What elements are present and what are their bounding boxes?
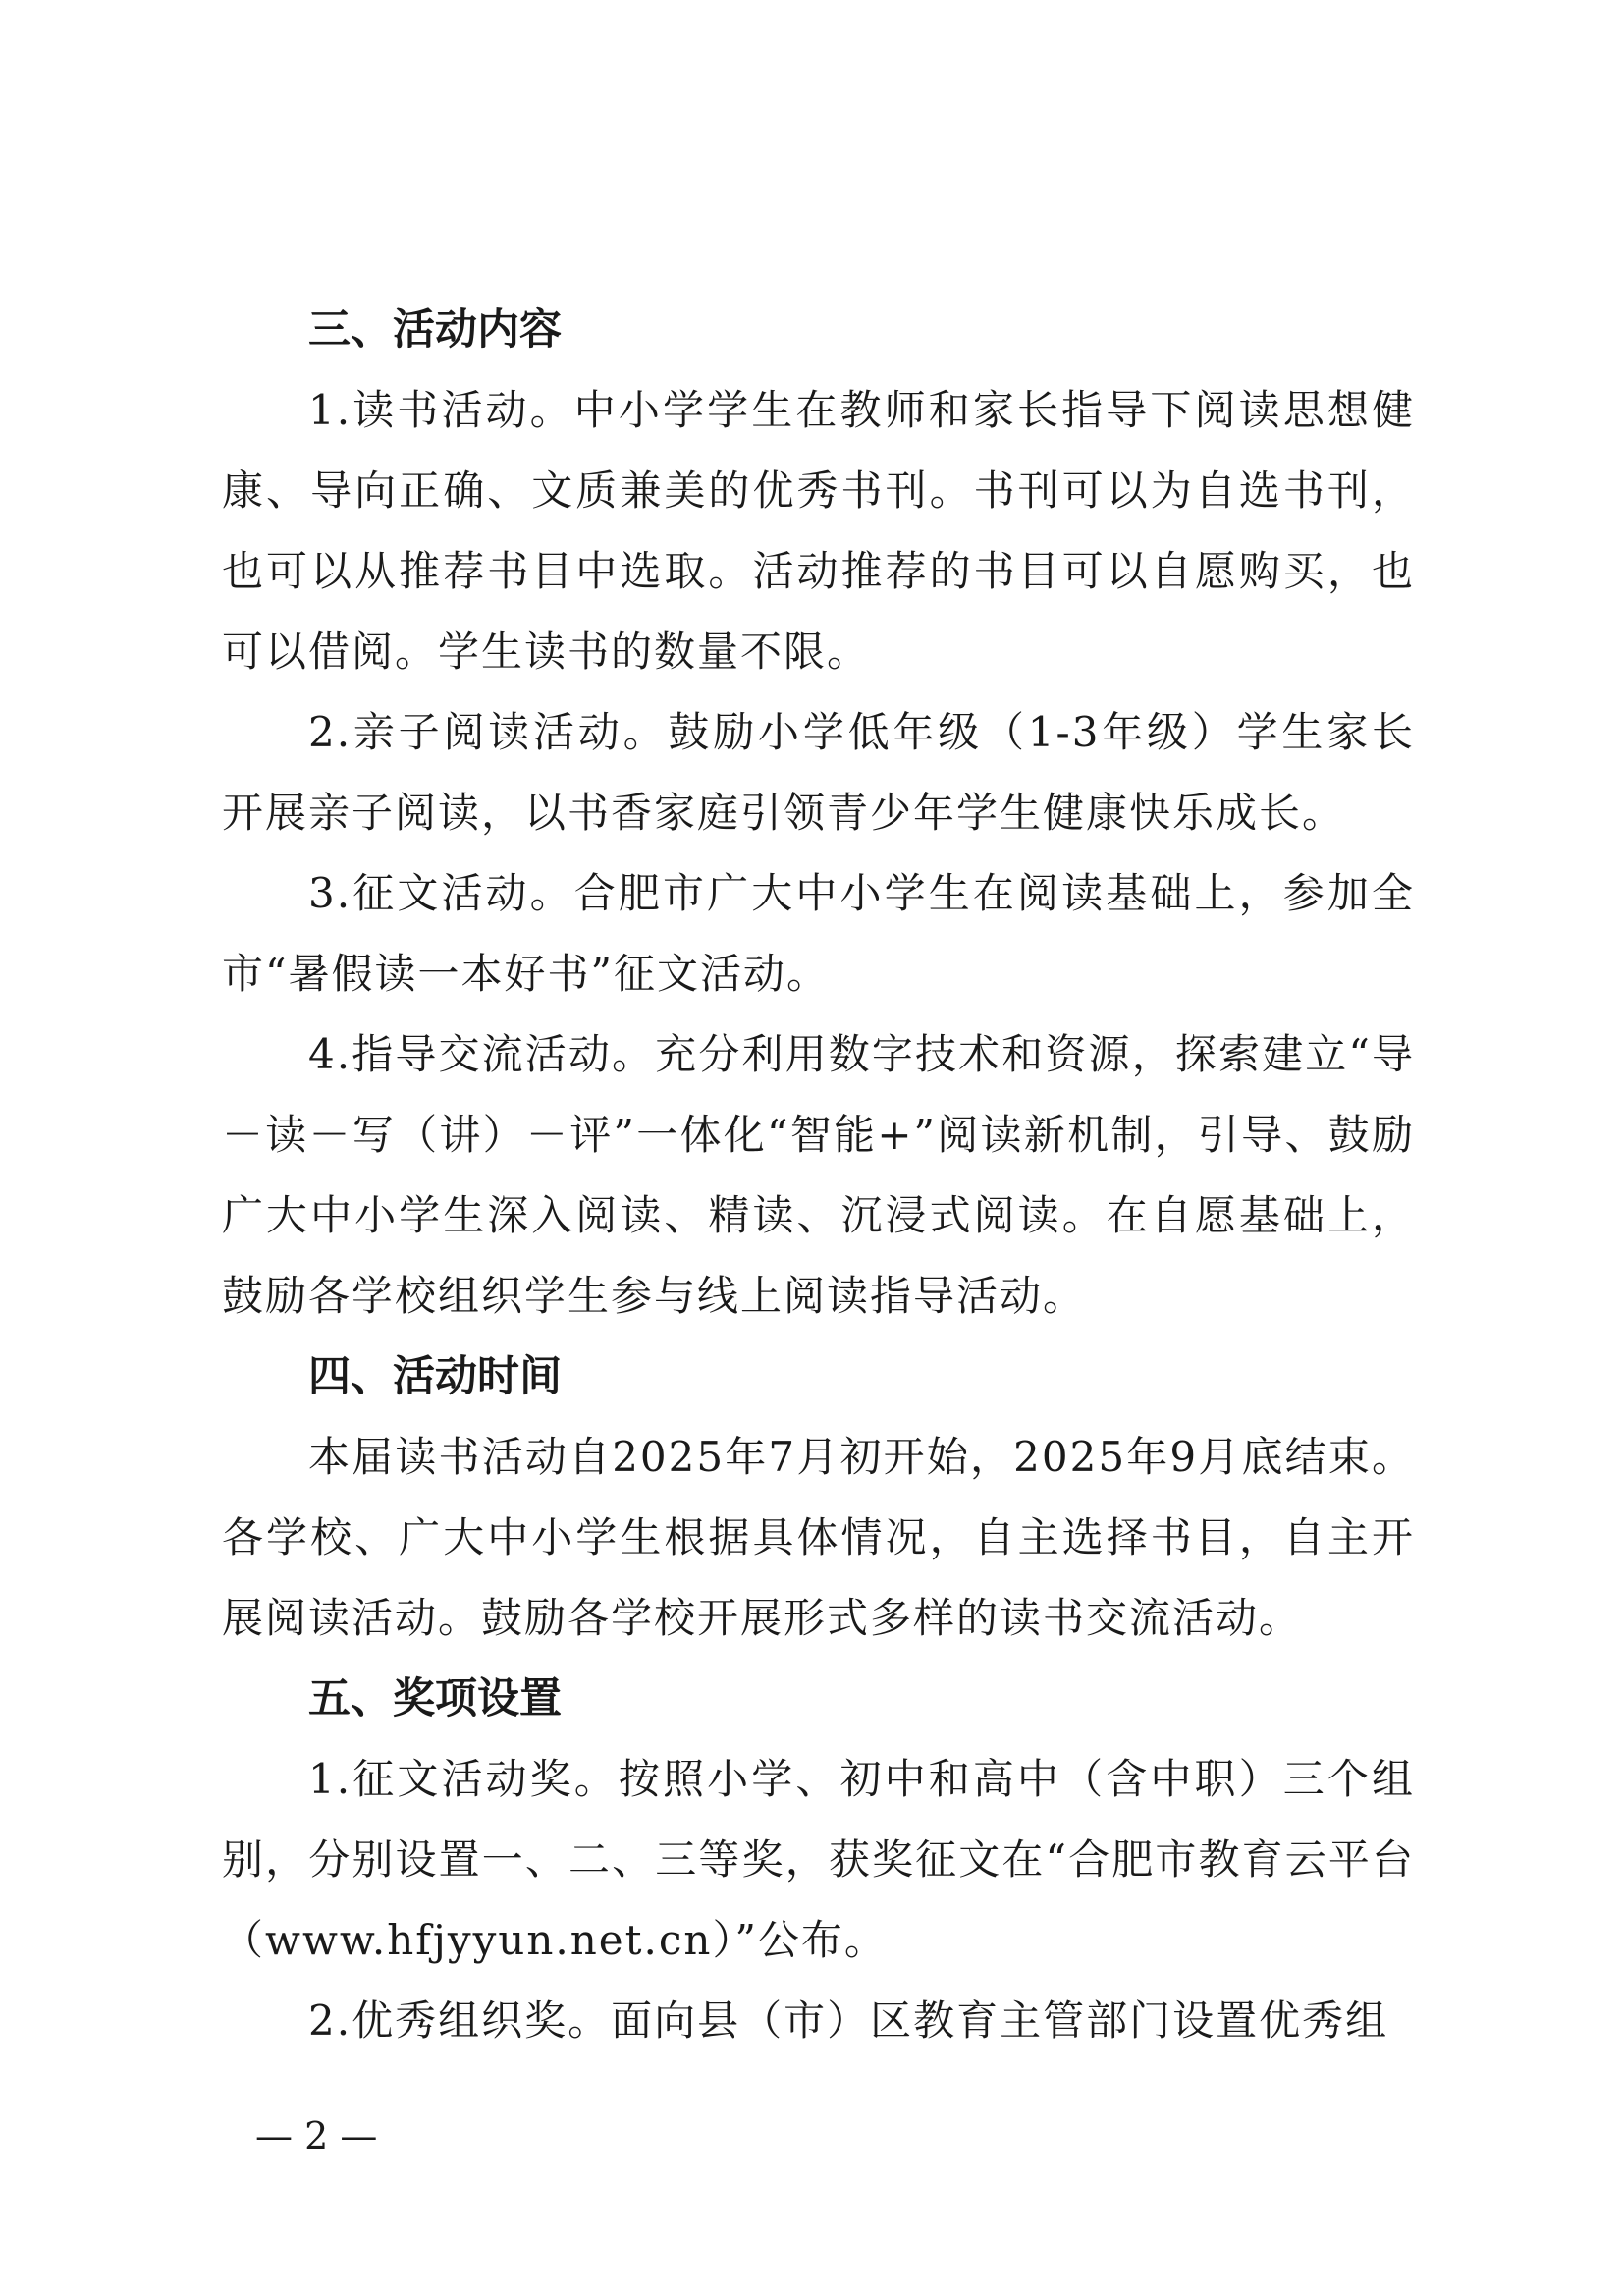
- paragraph-guidance-exchange: 4.指导交流活动。充分利用数字技术和资源，探索建立“导－读－写（讲）－评”一体化“智能+”阅读新机制，引导、鼓励广大中小学生深入阅读、精读、沉浸式阅读。在自愿基础上，鼓励各学校组织学生参与线上阅读指导活动。: [222, 1030, 1415, 1320]
- section-heading-awards: 五、奖项设置: [308, 1674, 562, 1723]
- section-heading-activity-content: 三、活动内容: [308, 305, 562, 355]
- paragraph-reading-activity: 1.读书活动。中小学学生在教师和家长指导下阅读思想健康、导向正确、文质兼美的优秀书刊。书刊可以为自选书刊，也可以从推荐书目中选取。活动推荐的书目可以自愿购买，也可以借阅。学生读书的数量不限。: [222, 386, 1415, 676]
- paragraph-parent-child-reading: 2.亲子阅读活动。鼓励小学低年级（1-3年级）学生家长开展亲子阅读，以书香家庭引领青少年学生健康快乐成长。: [222, 708, 1415, 837]
- page-number: — 2 —: [255, 2114, 378, 2158]
- paragraph-essay-award: 1.征文活动奖。按照小学、初中和高中（含中职）三个组别，分别设置一、二、三等奖，获奖征文在“合肥市教育云平台（www.hfjyyun.net.cn）”公布。: [222, 1755, 1415, 1964]
- paragraph-activity-time: 本届读书活动自2025年7月初开始，2025年9月底结束。各学校、广大中小学生根据具体情况，自主选择书目，自主开展阅读活动。鼓励各学校开展形式多样的读书交流活动。: [222, 1433, 1415, 1642]
- document-body: [222, 290, 1415, 2061]
- paragraph-organization-award: 2.优秀组织奖。面向县（市）区教育主管部门设置优秀组: [308, 1996, 1389, 2045]
- section-heading-activity-time: 四、活动时间: [308, 1352, 562, 1401]
- paragraph-essay-activity: 3.征文活动。合肥市广大中小学生在阅读基础上，参加全市“暑假读一本好书”征文活动。: [222, 869, 1415, 998]
